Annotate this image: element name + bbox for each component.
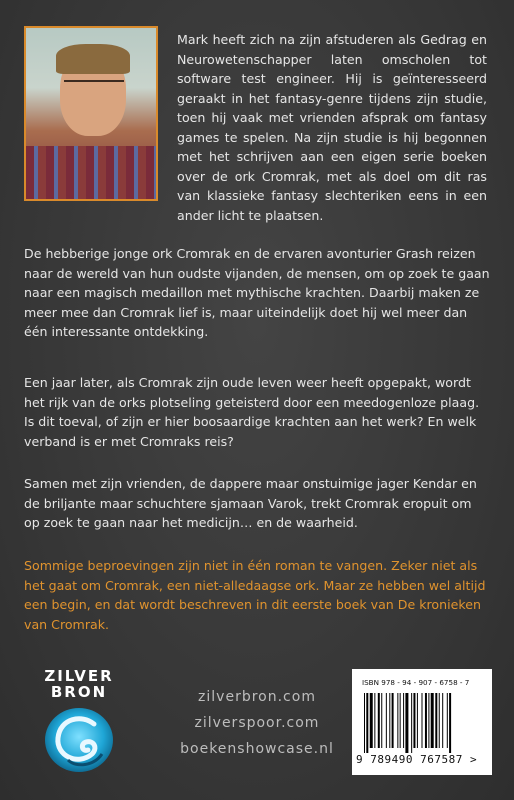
blurb-paragraph-4-highlight: Sommige beproevingen zijn niet in één roman te vangen. Zeker niet als het gaat om Cromrak, een niet-alledaagse ork. Maar ze hebben wel altijd een begin, en dat wordt beschreven in dit eerste boek van De kronieken van Cromrak. bbox=[24, 558, 486, 632]
publisher-swirl-icon bbox=[42, 704, 116, 774]
url-zilverspoor[interactable]: zilverspoor.com bbox=[194, 715, 320, 731]
publisher-name-line2: BRON bbox=[50, 683, 108, 701]
author-bio: Mark heeft zich na zijn afstuderen als Gedrag en Neurowetenschapper laten omscholen tot software test engineer. Hij is geïnteresseerd geraakt in het fantasy-genre tijdens zijn studie, toen hij vaak met vrienden afsprak om fantasy games te spelen. Na zijn studie is hij begonnen met het schrijven aan een eigen serie boeken over de ork Cromrak, met als doel om dit ras van klassieke fantasy slechteriken eens in een ander licht te plaatsen. bbox=[177, 32, 487, 223]
publisher-links bbox=[146, 684, 368, 762]
barcode-number: 9 789490 767587 > bbox=[356, 753, 478, 766]
isbn-label: ISBN 978 - 94 - 907 - 6758 - 7 bbox=[362, 678, 470, 687]
blurb-paragraph-2: Een jaar later, als Cromrak zijn oude leven weer heeft opgepakt, wordt het rijk van de orks plotseling geteisterd door een meedogenloze plaag. Is dit toeval, of zijn er hier boosaardige krachten aan het werk? En welk verband is er met Cromraks reis? bbox=[24, 375, 480, 449]
author-glasses bbox=[64, 80, 124, 96]
url-boekenshowcase[interactable]: boekenshowcase.nl bbox=[180, 741, 334, 757]
barcode-bars bbox=[364, 693, 480, 753]
publisher-name-line1: ZILVER bbox=[44, 667, 114, 685]
url-zilverbron[interactable]: zilverbron.com bbox=[198, 689, 316, 705]
author-hair bbox=[56, 44, 130, 74]
blurb-paragraph-1: De hebberige jonge ork Cromrak en de ervaren avonturier Grash reizen naar de wereld van hun oudste vijanden, de mensen, om op zoek te gaan naar een magisch medaillon met mythische krachten. Daarbij maken ze meer mee dan Cromrak lief is, maar uiteindelijk doet hij wel meer dan één interessante ontdekking. bbox=[24, 246, 490, 339]
isbn-barcode bbox=[352, 669, 492, 775]
blurb-paragraph-3: Samen met zijn vrienden, de dappere maar onstuimige jager Kendar en de briljante maar schuchtere sjamaan Varok, trekt Cromrak eropuit om op zoek te gaan naar het medicijn… en de waarheid. bbox=[24, 476, 477, 530]
author-photo bbox=[24, 26, 158, 201]
publisher-logo bbox=[24, 668, 134, 774]
author-shirt bbox=[26, 146, 158, 201]
